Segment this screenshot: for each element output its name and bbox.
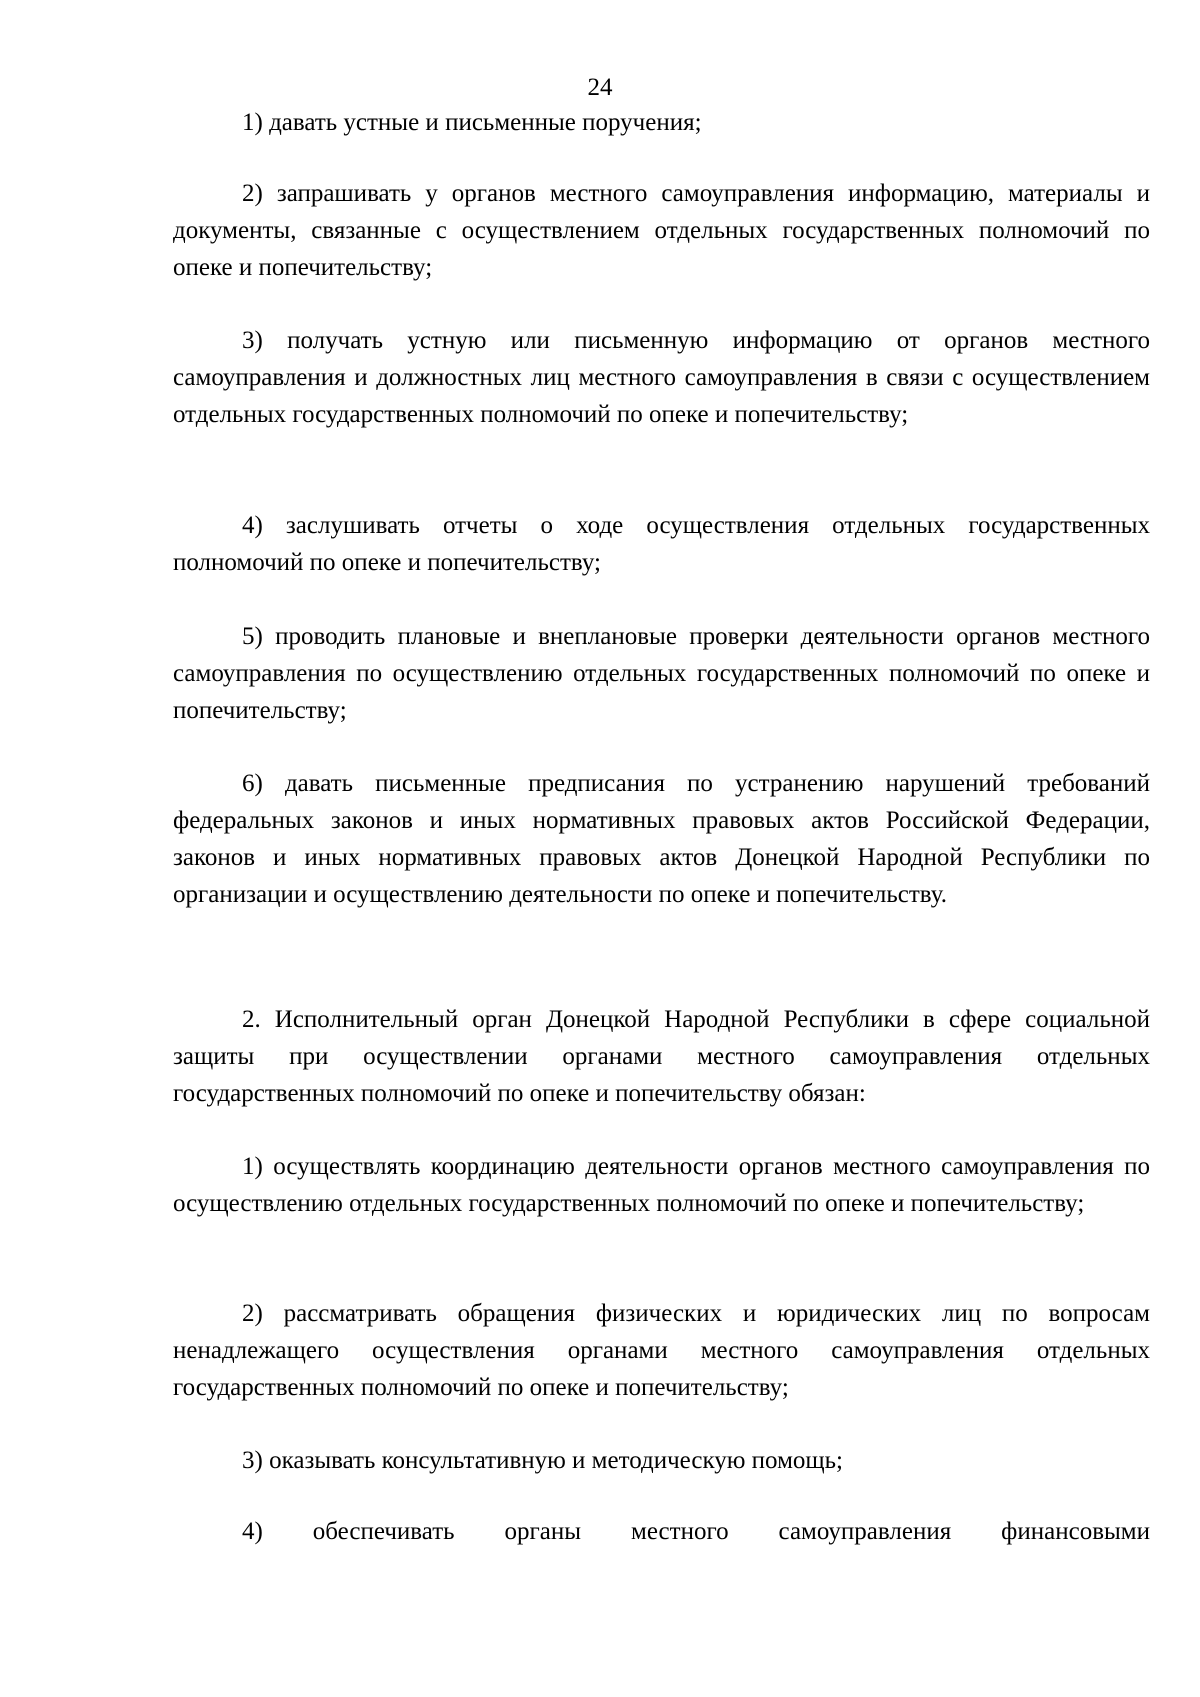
paragraph-11: 4) обеспечивать органы местного самоуправления финансовыми bbox=[242, 1518, 1150, 1545]
paragraph-2: 2) запрашивать у органов местного самоуправления информацию, материалы и документы, связанные с осуществлением отдельных государственных полномочий по опеке и попечительству; bbox=[173, 180, 1150, 281]
paragraph-4: 4) заслушивать отчеты о ходе осуществления отдельных государственных полномочий по опеке и попечительству; bbox=[173, 512, 1150, 576]
paragraph-5: 5) проводить плановые и внеплановые проверки деятельности органов местного самоуправления по осуществлению отдельных государственных полномочий по опеке и попечительству; bbox=[173, 623, 1150, 724]
paragraph-7: 2. Исполнительный орган Донецкой Народной Республики в сфере социальной защиты при осуществлении органами местного самоуправления отдельных государственных полномочий по опеке и попечительству обязан: bbox=[173, 1006, 1150, 1107]
paragraph-9: 2) рассматривать обращения физических и юридических лиц по вопросам ненадлежащего осуществления органами местного самоуправления отдельных государственных полномочий по опеке и попечительству; bbox=[173, 1300, 1150, 1401]
paragraph-10: 3) оказывать консультативную и методическую помощь; bbox=[242, 1447, 844, 1474]
paragraph-6: 6) давать письменные предписания по устранению нарушений требований федеральных законов и иных нормативных правовых актов Российской Федерации, законов и иных нормативных правовых актов Донецкой Народной Республики по организации и осуществлению деятельности по опеке и попечительству. bbox=[173, 770, 1150, 908]
paragraph-1: 1) давать устные и письменные поручения; bbox=[242, 109, 702, 136]
page-number: 24 bbox=[587, 74, 613, 101]
paragraph-3: 3) получать устную или письменную информацию от органов местного самоуправления и должностных лиц местного самоуправления в связи с осуществлением отдельных государственных полномочий по опеке и попечительству; bbox=[173, 327, 1150, 428]
paragraph-8: 1) осуществлять координацию деятельности органов местного самоуправления по осуществлению отдельных государственных полномочий по опеке и попечительству; bbox=[173, 1153, 1150, 1217]
